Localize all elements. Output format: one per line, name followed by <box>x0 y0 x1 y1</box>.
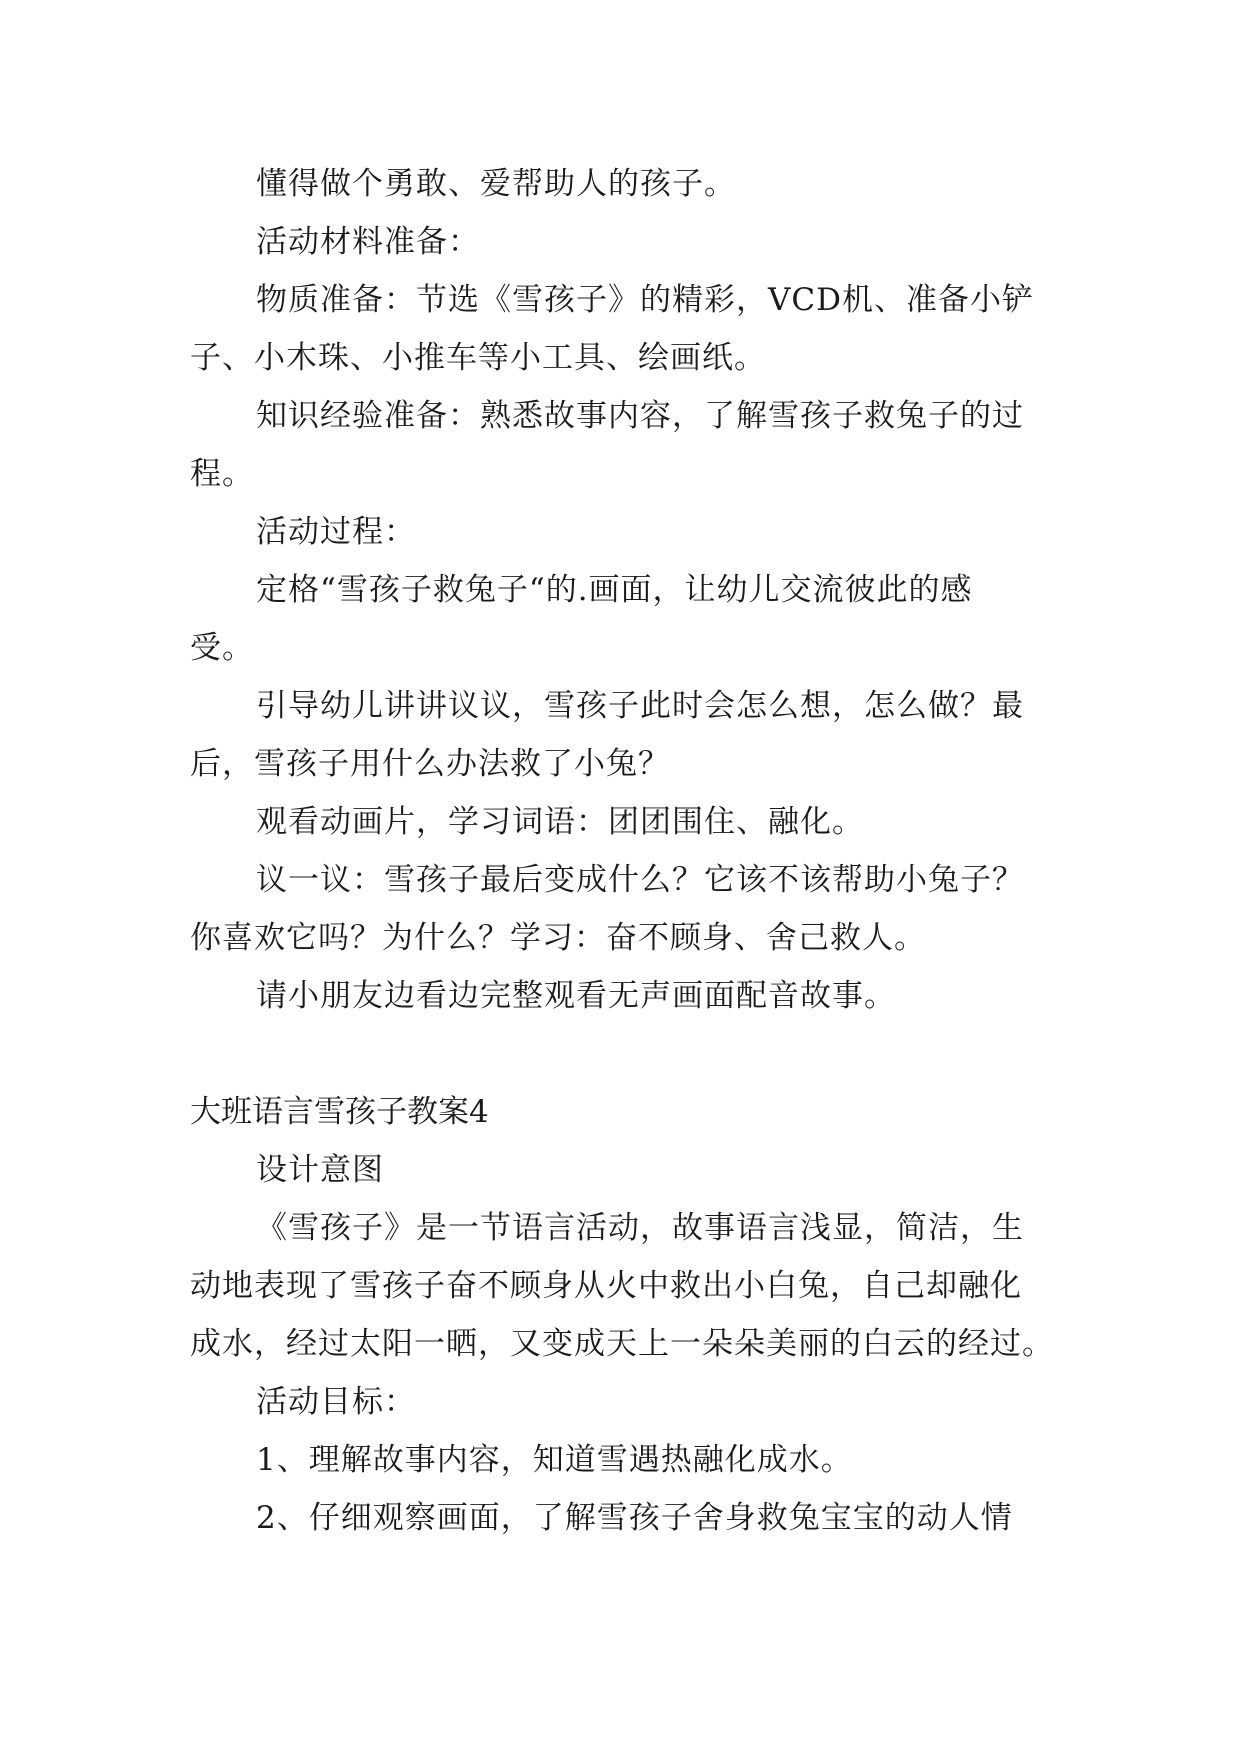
paragraph-line: 活动目标： <box>256 1384 416 1420</box>
paragraph-line: 你喜欢它吗？为什么？学习：奋不顾身、舍己救人。 <box>190 920 926 956</box>
paragraph-line: 懂得做个勇敢、爱帮助人的孩子。 <box>256 166 736 202</box>
paragraph-line: 后，雪孩子用什么办法救了小兔？ <box>190 746 670 782</box>
paragraph-line: 程。 <box>190 456 254 492</box>
paragraph-line: 知识经验准备：熟悉故事内容，了解雪孩子救兔子的过 <box>256 398 1024 434</box>
paragraph-line: 《雪孩子》是一节语言活动，故事语言浅显，简洁，生 <box>256 1210 1024 1246</box>
paragraph-line: 引导幼儿讲讲议议，雪孩子此时会怎么想，怎么做？最 <box>256 688 1024 724</box>
paragraph-line: 活动过程： <box>256 514 416 550</box>
paragraph-line: 1、理解故事内容，知道雪遇热融化成水。 <box>256 1442 853 1478</box>
paragraph-line: 请小朋友边看边完整观看无声画面配音故事。 <box>256 978 896 1014</box>
section-title: 大班语言雪孩子教案4 <box>190 1094 489 1130</box>
paragraph-line: 定格“雪孩子救兔子“的.画面，让幼儿交流彼此的感 <box>256 572 973 608</box>
paragraph-line: 议一议：雪孩子最后变成什么？它该不该帮助小兔子？ <box>256 862 1024 898</box>
paragraph-line: 物质准备：节选《雪孩子》的精彩，VCD机、准备小铲 <box>256 282 1034 318</box>
paragraph-line: 成水，经过太阳一晒，又变成天上一朵朵美丽的白云的经过。 <box>190 1326 1054 1362</box>
paragraph-line: 受。 <box>190 630 254 666</box>
paragraph-line: 动地表现了雪孩子奋不顾身从火中救出小白兔，自己却融化 <box>190 1268 1022 1304</box>
paragraph-line: 子、小木珠、小推车等小工具、绘画纸。 <box>190 340 766 376</box>
paragraph-line: 观看动画片，学习词语：团团围住、融化。 <box>256 804 864 840</box>
paragraph-line: 设计意图 <box>256 1152 384 1188</box>
paragraph-line: 活动材料准备： <box>256 224 480 260</box>
paragraph-line: 2、仔细观察画面，了解雪孩子舍身救兔宝宝的动人情 <box>256 1500 1013 1536</box>
